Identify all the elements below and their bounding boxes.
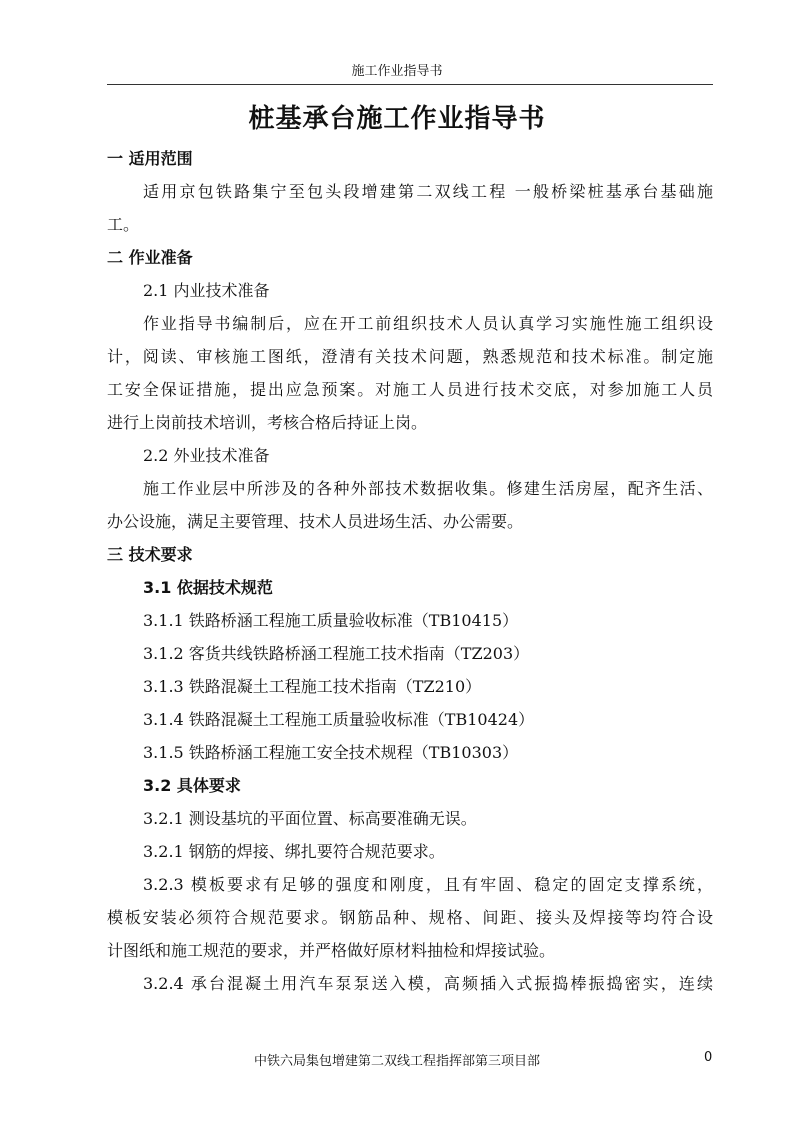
subsection-3-1-heading: 3.1 依据技术规范 — [143, 578, 273, 597]
running-footer: 中铁六局集包增建第二双线工程指挥部第三项目部 — [253, 1054, 540, 1069]
paragraph-line: 施工作业层中所涉及的各种外部技术数据收集。修建生活房屋，配齐生活、 — [143, 479, 713, 498]
paragraph-line: 办公设施，满足主要管理、技术人员进场生活、办公需要。 — [107, 512, 524, 531]
document-body — [107, 142, 713, 1000]
subsection-2-2-heading: 2.2 外业技术准备 — [143, 446, 270, 465]
spec-item: 3.1.2 客货共线铁路桥涵工程施工技术指南（TZ203） — [143, 644, 530, 663]
subsection-2-1-heading: 2.1 内业技术准备 — [143, 281, 270, 300]
paragraph-line: 计图纸和施工规范的要求，并严格做好原材料抽检和焊接试验。 — [107, 941, 556, 960]
paragraph-line: 工。 — [107, 215, 140, 234]
paragraph-line: 3.2.4 承台混凝土用汽车泵泵送入模，高频插入式振捣棒振捣密实，连续 — [143, 974, 713, 993]
spec-item: 3.1.1 铁路桥涵工程施工质量验收标准（TB10415） — [143, 611, 519, 630]
running-header: 施工作业指导书 — [351, 64, 443, 79]
paragraph-line: 适用京包铁路集宁至包头段增建第二双线工程 一般桥梁桩基承台基础施 — [143, 182, 713, 201]
spec-item: 3.1.3 铁路混凝土工程施工技术指南（TZ210） — [143, 677, 482, 696]
paragraph-line: 3.2.1 测设基坑的平面位置、标高要准确无误。 — [143, 809, 477, 828]
paragraph-line: 工安全保证措施，提出应急预案。对施工人员进行技术交底，对参加施工人员 — [107, 380, 713, 399]
page-number: 0 — [704, 1050, 713, 1065]
section-3-heading: 三 技术要求 — [107, 545, 193, 564]
paragraph-line: 3.2.1 钢筋的焊接、绑扎要符合规范要求。 — [143, 842, 445, 861]
spec-item: 3.1.5 铁路桥涵工程施工安全技术规程（TB10303） — [143, 743, 519, 762]
paragraph-line: 模板安装必须符合规范要求。钢筋品种、规格、间距、接头及焊接等均符合设 — [107, 908, 713, 927]
paragraph-line: 作业指导书编制后，应在开工前组织技术人员认真学习实施性施工组织设 — [143, 314, 713, 333]
section-2-heading: 二 作业准备 — [107, 248, 193, 267]
paragraph-line: 3.2.3 模板要求有足够的强度和刚度，且有牢固、稳定的固定支撑系统， — [143, 875, 713, 894]
paragraph-line: 计，阅读、审核施工图纸，澄清有关技术问题，熟悉规范和技术标准。制定施 — [107, 347, 713, 366]
paragraph-line: 进行上岗前技术培训，考核合格后持证上岗。 — [107, 413, 428, 432]
subsection-3-2-heading: 3.2 具体要求 — [143, 776, 241, 795]
spec-item: 3.1.4 铁路混凝土工程施工质量验收标准（TB10424） — [143, 710, 535, 729]
header-rule — [107, 84, 713, 85]
document-title: 桩基承台施工作业指导书 — [248, 104, 546, 134]
section-1-heading: 一 适用范围 — [107, 149, 193, 168]
